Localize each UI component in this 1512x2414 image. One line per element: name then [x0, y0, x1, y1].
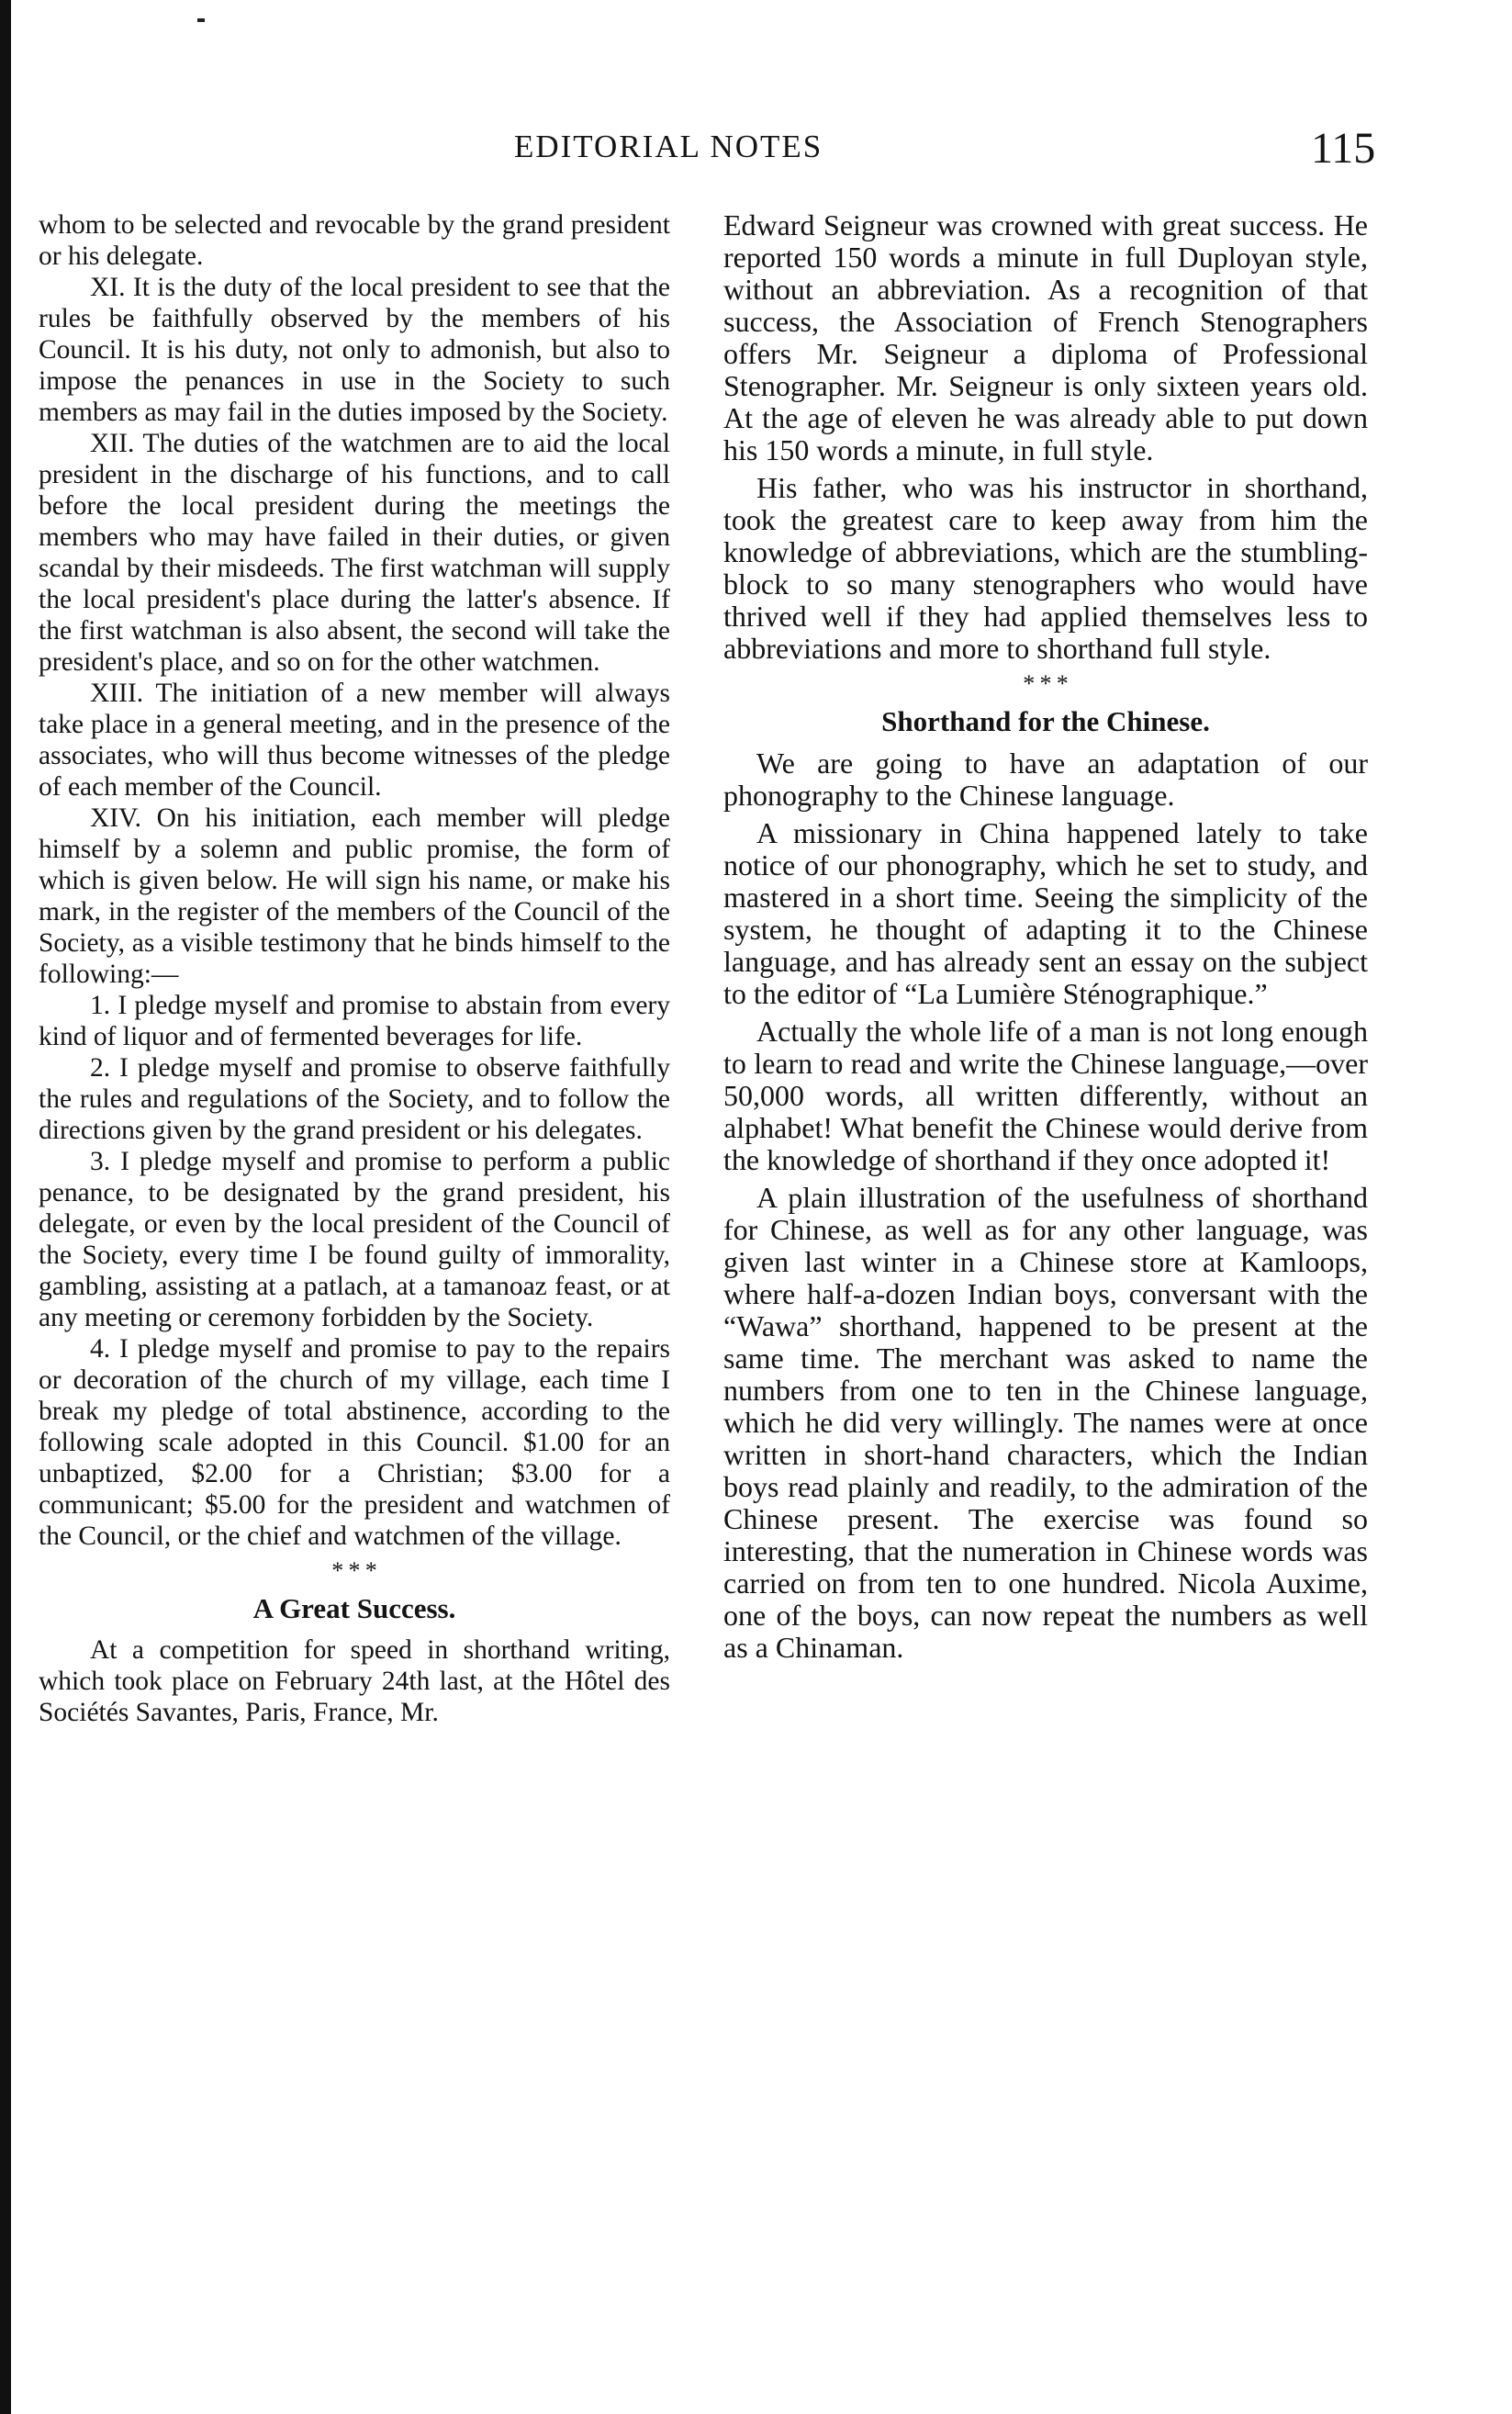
page-number: 115 — [1311, 124, 1376, 173]
asterism-divider: * * * — [1023, 670, 1069, 697]
paragraph: We are going to have an adaptation of our phonography to the Chinese language. — [723, 747, 1368, 812]
paragraph: His father, who was his instructor in shorthand, took the greatest care to keep away from him the knowledge of abbreviations, which are the stumbling-block to so many stenographers who would have thrived well if they had applied themselves less to abbreviations and more to shorthand full style. — [723, 471, 1368, 665]
ink-speck — [197, 18, 205, 22]
article-xii: XII. The duties of the watchmen are to aid the local president in the discharge of his functions, and to call before the local president during the meetings the members who may have failed in their duties, or given scandal by their misdeeds. The first watchman will supply the local president's place during the latter's absence. If the first watchman is also absent, the second will take the president's place, and so on for the other watchmen. — [39, 429, 670, 677]
paragraph: whom to be selected and revocable by the grand president or his delegate. — [39, 210, 670, 271]
paragraph: At a competition for speed in shorthand writing, which took place on February 24th last, at the Hôtel des Sociétés Savantes, Paris, France, Mr. — [39, 1635, 670, 1727]
section-heading-great-success: A Great Success. — [252, 1592, 456, 1624]
article-xiii: XIII. The initiation of a new member will always take place in a general meeting, and in the presence of the associates, who will thus become witnesses of the pledge of each member of the Council. — [39, 679, 670, 802]
article-xiv: XIV. On his initiation, each member will pledge himself by a solemn and public promise, the form of which is given below. He will sign his name, or make his mark, in the register of the members of the Council of the Society, as a visible testimony that he binds himself to the following:— — [39, 803, 670, 989]
paragraph: A missionary in China happened lately to take notice of our phonography, which he set to study, and mastered in a short time. Seeing the simplicity of the system, he thought of adapting it to the Chinese language, and has already sent an essay on the subject to the editor of “La Lumière Sténographique.” — [723, 816, 1368, 1010]
page-edge-shadow — [0, 0, 11, 2414]
pledge-4: 4. I pledge myself and promise to pay to the repairs or decoration of the church of my village, each time I break my pledge of total abstinence, according to the following scale adopted in this Council. $1.00 for an unbaptized, $2.00 for a Christian; $3.00 for a communicant; $5.00 for the president and watchmen of the Council, or the chief and watchmen of the village. — [39, 1334, 670, 1551]
paragraph: Actually the whole life of a man is not long enough to learn to read and write the Chinese language,—over 50,000 words, all written differently, without an alphabet! What benefit the Chinese would derive from the knowledge of shorthand if they once adopted it! — [723, 1015, 1368, 1176]
paragraph: A plain illustration of the usefulness of shorthand for Chinese, as well as for any other language, was given last winter in a Chinese store at Kamloops, where half-a-dozen Indian boys, conversant with the “Wawa” shorthand, happened to be present at the same time. The merchant was asked to name the numbers from one to ten in the Chinese language, which he did very willingly. The names were at once written in short-hand characters, which the Indian boys read plainly and readily, to the admiration of the Chinese present. The exercise was found so interesting, that the numeration in Chinese words was carried on from ten to one hundred. Nicola Auxime, one of the boys, can now repeat the numbers as well as a Chinaman. — [723, 1181, 1368, 1664]
running-head: EDITORIAL NOTES — [514, 129, 823, 164]
left-column — [39, 209, 670, 1728]
right-column — [723, 209, 1368, 1664]
paragraph: Edward Seigneur was crowned with great success. He reported 150 words a minute in full Duployan style, without an abbreviation. As a recognition of that success, the Association of French Stenographers offers Mr. Seigneur a diploma of Professional Stenographer. Mr. Seigneur is only sixteen years old. At the age of eleven he was already able to put down his 150 words a minute, in full style. — [723, 208, 1368, 466]
pledge-1: 1. I pledge myself and promise to abstain from every kind of liquor and of fermented beverages for life. — [39, 991, 670, 1051]
page-header — [28, 124, 1376, 184]
pledge-2: 2. I pledge myself and promise to observe faithfully the rules and regulations of the Society, and to follow the directions given by the grand president or his delegates. — [39, 1053, 670, 1145]
article-xi: XI. It is the duty of the local president to see that the rules be faithfully observed by the members of his Council. It is his duty, not only to admonish, but also to impose the penances in use in the Society to such members as may fail in the duties imposed by the Society. — [39, 273, 670, 427]
asterism-divider: * * * — [331, 1557, 377, 1584]
section-heading-shorthand-chinese: Shorthand for the Chinese. — [881, 705, 1210, 737]
pledge-3: 3. I pledge myself and promise to perform a public penance, to be designated by the grand president, his delegate, or even by the local president of the Council of the Society, every time I be found guilty of immorality, gambling, assisting at a patlach, at a tamanoaz feast, or at any meeting or ceremony forbidden by the Society. — [39, 1147, 670, 1332]
